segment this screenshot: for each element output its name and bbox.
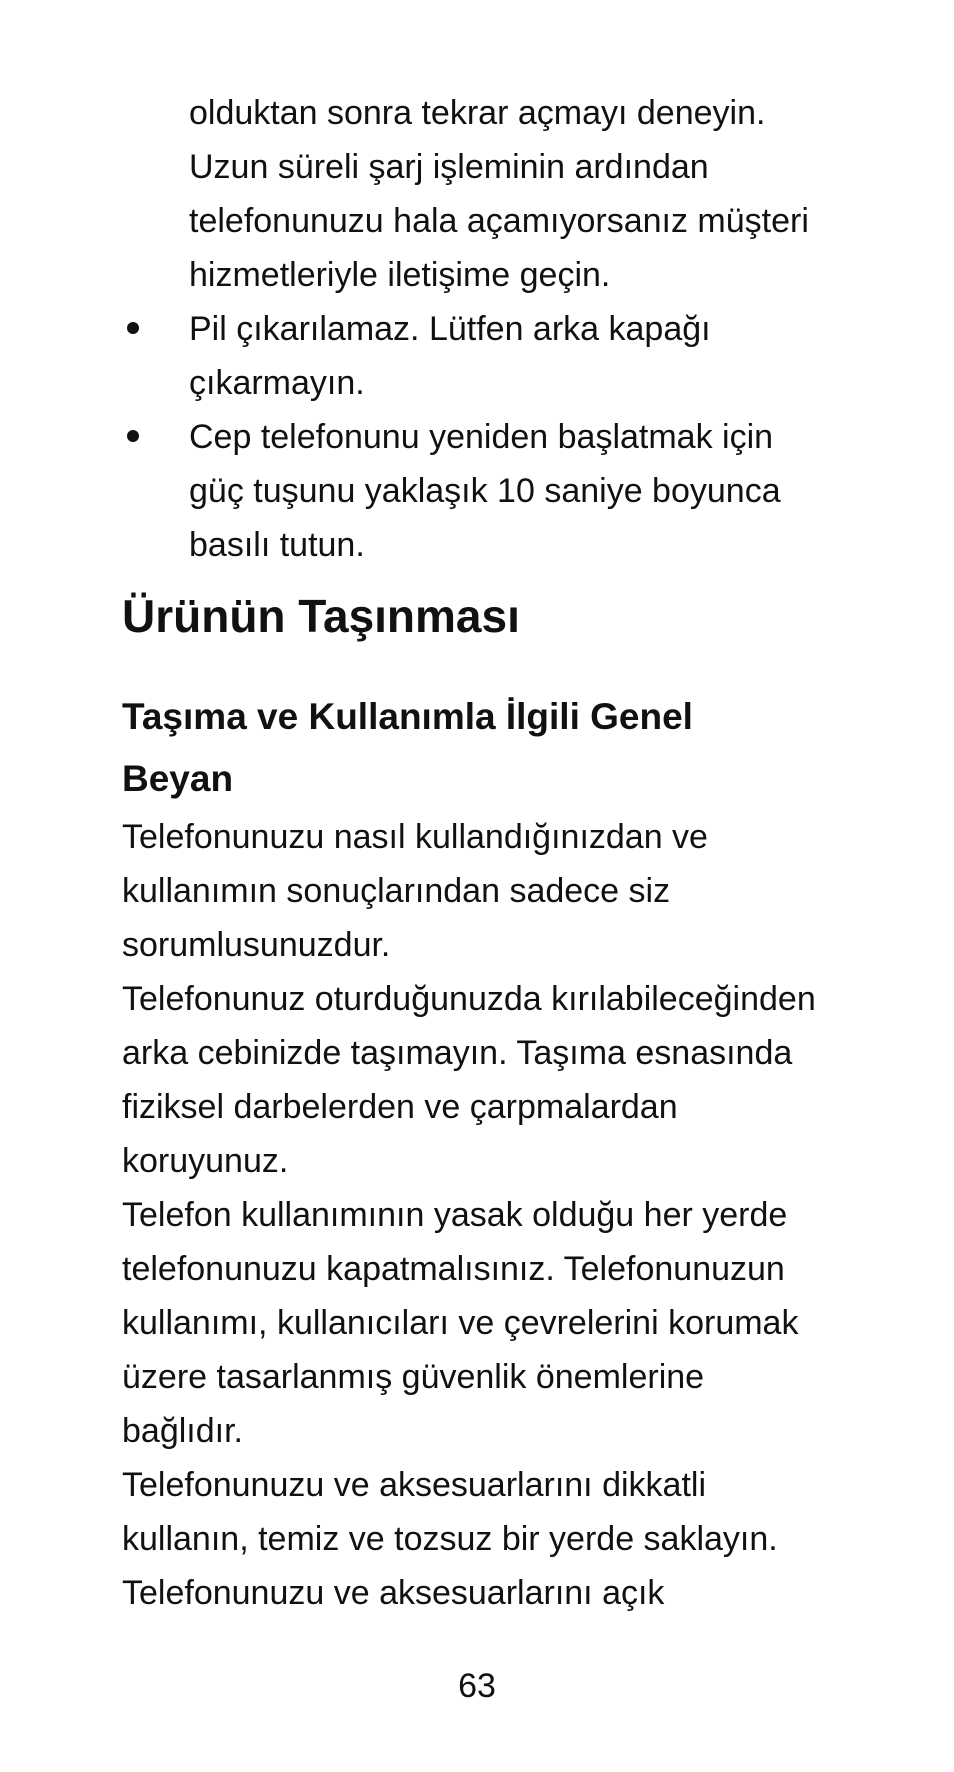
text-line: fiziksel darbelerden ve çarpmalardan [122, 1088, 678, 1126]
heading-line: Taşıma ve Kullanımla İlgili Genel [122, 696, 693, 737]
bullet-item [189, 410, 889, 572]
page-number: 63 [458, 1667, 496, 1705]
section-title: Ürünün Taşınması [122, 590, 520, 642]
text-line: bağlıdır. [122, 1412, 243, 1450]
text-line: çıkarmayın. [189, 364, 365, 402]
text-line: koruyunuz. [122, 1142, 289, 1180]
text-line: sorumlusunuzdur. [122, 926, 391, 964]
text-line: hizmetleriyle iletişime geçin. [189, 256, 611, 294]
text-line: Telefonunuz oturduğunuzda kırılabileceğinden [122, 980, 816, 1018]
text-line: Telefonunuzu ve aksesuarlarını dikkatli [122, 1466, 706, 1504]
bullet-item [189, 302, 889, 410]
text-line: Telefonunuzu ve aksesuarlarını açık [122, 1574, 665, 1612]
text-line: kullanımın sonuçlarından sadece siz [122, 872, 671, 910]
text-line: kullanımı, kullanıcıları ve çevrelerini korumak [122, 1304, 799, 1342]
text-line: telefonunuzu hala açamıyorsanız müşteri [189, 202, 809, 240]
heading-line: Beyan [122, 758, 234, 799]
bullet-icon [127, 430, 139, 442]
subsection-title [122, 686, 882, 810]
continued-paragraph [189, 86, 889, 302]
text-line: Pil çıkarılamaz. Lütfen arka kapağı [189, 310, 711, 348]
text-line: arka cebinizde taşımayın. Taşıma esnasında [122, 1034, 793, 1072]
text-line: Telefonunuzu nasıl kullandığınızdan ve [122, 818, 708, 856]
text-line: Cep telefonunu yeniden başlatmak için [189, 418, 774, 456]
body-text [122, 810, 882, 1620]
text-line: telefonunuzu kapatmalısınız. Telefonunuzun [122, 1250, 785, 1288]
text-line: güç tuşunu yaklaşık 10 saniye boyunca [189, 472, 781, 510]
text-line: basılı tutun. [189, 526, 365, 564]
text-line: üzere tasarlanmış güvenlik önemlerine [122, 1358, 705, 1396]
text-line: olduktan sonra tekrar açmayı deneyin. [189, 94, 766, 132]
text-line: Uzun süreli şarj işleminin ardından [189, 148, 709, 186]
bullet-icon [127, 322, 139, 334]
text-line: Telefon kullanımının yasak olduğu her yerde [122, 1196, 788, 1234]
text-line: kullanın, temiz ve tozsuz bir yerde saklayın. [122, 1520, 778, 1558]
